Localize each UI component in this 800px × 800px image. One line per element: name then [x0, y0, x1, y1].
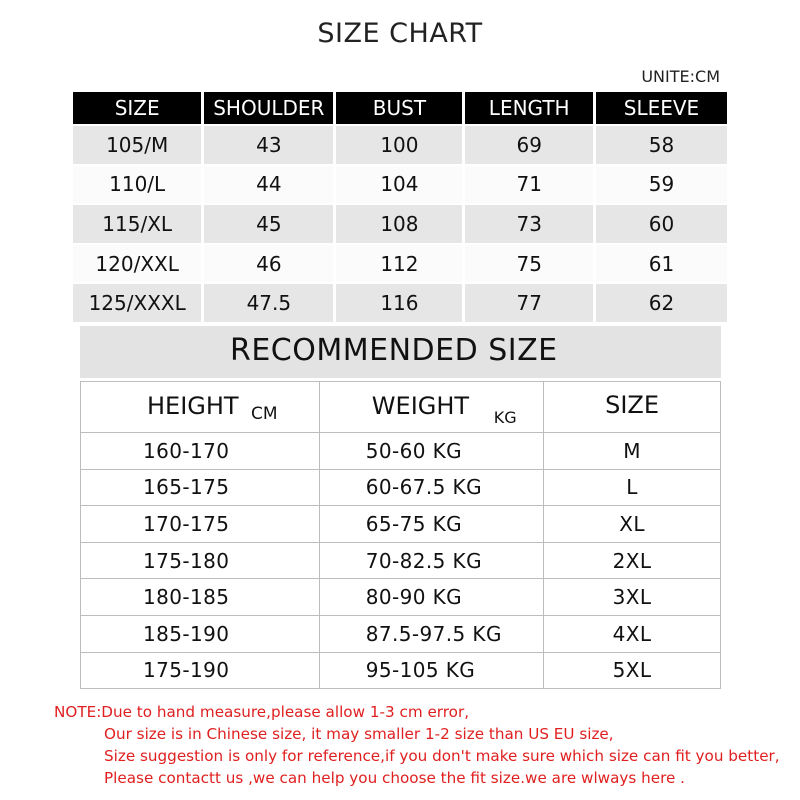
cell-rec-size: 3XL — [544, 579, 721, 616]
header-height — [81, 382, 320, 433]
cell-length: 73 — [465, 203, 595, 243]
cell-sleeve: 61 — [596, 243, 727, 283]
height-header-label: HEIGHT — [147, 392, 239, 420]
cell-height: 165-175 — [81, 469, 320, 506]
cell-size: 120/XXL — [73, 243, 204, 283]
cell-weight: 87.5-97.5 KG — [319, 615, 543, 652]
table-row — [73, 164, 727, 204]
header-rec-size — [544, 382, 721, 433]
cell-sleeve: 59 — [596, 164, 727, 204]
table-row — [81, 615, 721, 652]
cell-sleeve: 62 — [596, 282, 727, 322]
recommended-size-title: RECOMMENDED SIZE — [230, 333, 558, 368]
size-header-label: SIZE — [605, 391, 660, 419]
cell-sleeve: 60 — [596, 203, 727, 243]
cell-weight: 60-67.5 KG — [319, 469, 543, 506]
cell-shoulder: 43 — [204, 124, 336, 164]
header-shoulder: SHOULDER — [204, 92, 336, 124]
header-size: SIZE — [73, 92, 204, 124]
table-row — [81, 579, 721, 616]
recommended-size-table — [80, 381, 721, 689]
header-length: LENGTH — [465, 92, 595, 124]
cell-height: 160-170 — [81, 433, 320, 470]
cell-shoulder: 45 — [204, 203, 336, 243]
cell-weight: 95-105 KG — [319, 652, 543, 689]
cell-weight: 65-75 KG — [319, 506, 543, 543]
cell-weight: 50-60 KG — [319, 433, 543, 470]
cell-height: 175-180 — [81, 542, 320, 579]
cell-rec-size: XL — [544, 506, 721, 543]
table-row — [73, 203, 727, 243]
cell-rec-size: 2XL — [544, 542, 721, 579]
cell-rec-size: 4XL — [544, 615, 721, 652]
weight-unit-label: KG — [493, 408, 517, 427]
note-line-4: Please contactt us ,we can help you choose the fit size.we are wlways here . — [104, 769, 685, 787]
cell-height: 185-190 — [81, 615, 320, 652]
cell-bust: 116 — [336, 282, 465, 322]
cell-length: 77 — [465, 282, 595, 322]
cell-length: 71 — [465, 164, 595, 204]
cell-height: 180-185 — [81, 579, 320, 616]
table-row — [81, 542, 721, 579]
table-row — [81, 433, 721, 470]
note-line-2: Our size is in Chinese size, it may smaller 1-2 size than US EU size, — [104, 725, 614, 743]
cell-size: 115/XL — [73, 203, 204, 243]
cell-shoulder: 47.5 — [204, 282, 336, 322]
table-row — [81, 652, 721, 689]
table-row — [81, 506, 721, 543]
cell-bust: 112 — [336, 243, 465, 283]
cell-bust: 108 — [336, 203, 465, 243]
cell-length: 69 — [465, 124, 595, 164]
cell-size: 125/XXXL — [73, 282, 204, 322]
recommended-size-banner — [80, 326, 721, 378]
table-row — [73, 124, 727, 164]
height-unit-label: CM — [251, 404, 278, 424]
note-text — [54, 701, 780, 789]
unit-label: UNITE:CM — [641, 67, 720, 86]
cell-rec-size: 5XL — [544, 652, 721, 689]
table-row — [73, 282, 727, 322]
table-row — [81, 469, 721, 506]
cell-height: 175-190 — [81, 652, 320, 689]
cell-weight: 80-90 KG — [319, 579, 543, 616]
header-sleeve: SLEEVE — [596, 92, 727, 124]
page-title: SIZE CHART — [317, 18, 483, 49]
cell-length: 75 — [465, 243, 595, 283]
cell-bust: 104 — [336, 164, 465, 204]
size-chart-header-row — [73, 92, 727, 124]
note-line-3: Size suggestion is only for reference,if you don't make sure which size can fit you better, — [104, 747, 780, 765]
cell-rec-size: L — [544, 469, 721, 506]
table-row — [73, 243, 727, 283]
cell-size: 105/M — [73, 124, 204, 164]
header-bust: BUST — [336, 92, 465, 124]
cell-size: 110/L — [73, 164, 204, 204]
cell-height: 170-175 — [81, 506, 320, 543]
note-line-1: NOTE:Due to hand measure,please allow 1-3 cm error, — [54, 703, 470, 721]
recommended-header-row — [81, 382, 721, 433]
header-weight — [319, 382, 543, 433]
cell-shoulder: 46 — [204, 243, 336, 283]
cell-shoulder: 44 — [204, 164, 336, 204]
cell-bust: 100 — [336, 124, 465, 164]
size-chart-table — [73, 92, 727, 322]
cell-sleeve: 58 — [596, 124, 727, 164]
cell-weight: 70-82.5 KG — [319, 542, 543, 579]
cell-rec-size: M — [544, 433, 721, 470]
weight-header-label: WEIGHT — [371, 392, 470, 420]
